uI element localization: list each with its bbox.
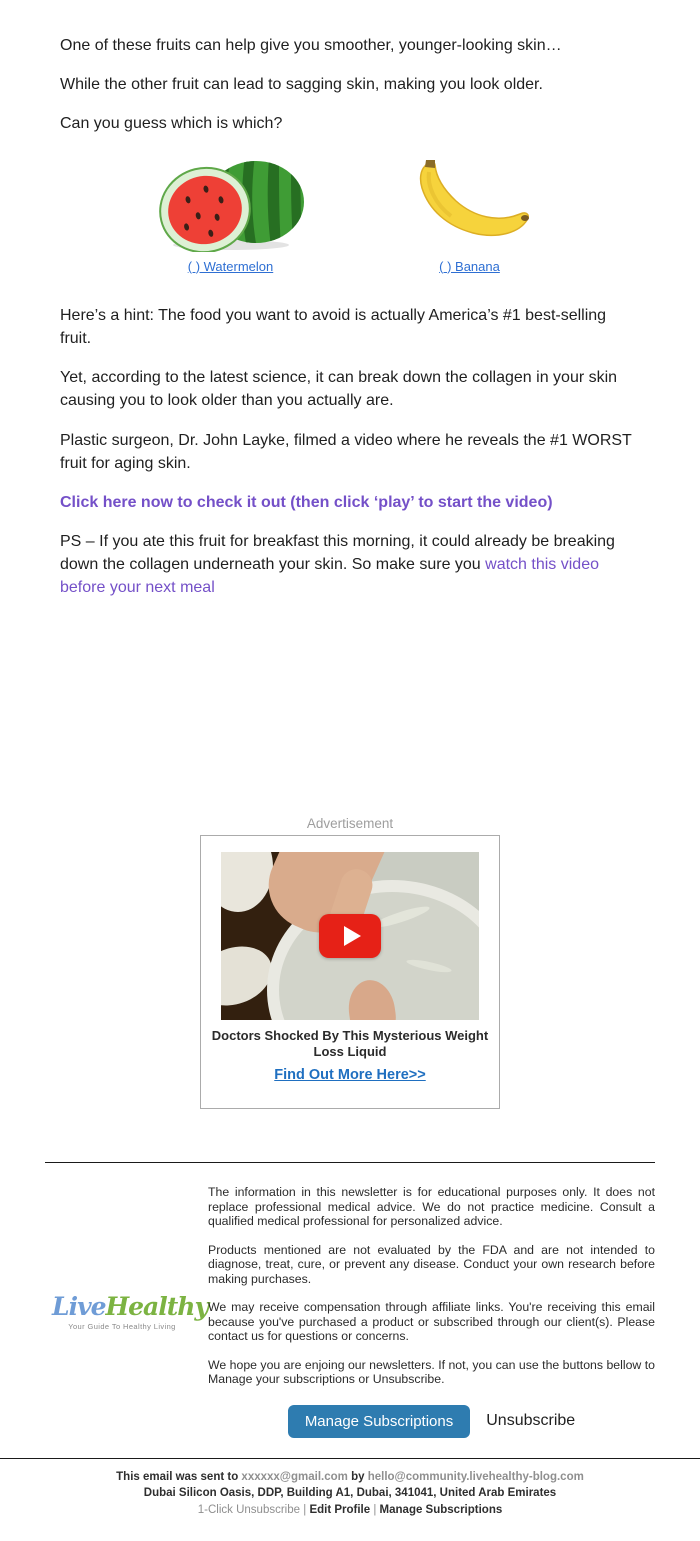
bottom-bar xyxy=(0,1459,700,1541)
watermelon-image[interactable] xyxy=(153,152,308,252)
watch-video-link[interactable]: watch this video before your next meal xyxy=(60,556,599,597)
sender-email: hello@community.livehealthy-blog.com xyxy=(367,1470,584,1483)
hint-paragraph: Here’s a hint: The food you want to avoid is actually America’s #1 best-selling fruit. xyxy=(60,306,607,347)
manage-subscriptions-button[interactable]: Manage Subscriptions xyxy=(288,1405,470,1438)
disclaimer-paragraph: Products mentioned are not evaluated by the FDA and are not intended to diagnose, treat, cure, or prevent any disease. Conduct your own research before making purchases. xyxy=(208,1242,655,1286)
footer-section xyxy=(0,1163,700,1438)
ps-text: PS – If you ate this fruit for breakfast this morning, it could already be breaking down the collagen underneath your skin. So make sure you xyxy=(60,533,615,574)
company-address: Dubai Silicon Oasis, DDP, Building A1, Dubai, 341041, United Arab Emirates xyxy=(143,1487,557,1500)
ad-video-thumbnail[interactable] xyxy=(221,852,479,1020)
logo-live-text: Live xyxy=(52,1291,106,1321)
science-paragraph: Yet, according to the latest science, it can break down the collagen in your skin causing you to look older than you actually are. xyxy=(60,369,618,410)
surgeon-paragraph: Plastic surgeon, Dr. John Layke, filmed a video where he reveals the #1 WORST fruit for aging skin. xyxy=(60,431,632,472)
edit-profile-link[interactable]: Edit Profile xyxy=(309,1503,371,1516)
intro-paragraph-2: While the other fruit can lead to sagging skin, making you look older. xyxy=(60,76,543,94)
watermelon-answer-link[interactable]: ( ) Watermelon xyxy=(187,258,274,274)
logo-healthy-text: Healthy xyxy=(105,1291,208,1321)
disclaimer-column xyxy=(208,1185,655,1438)
unsubscribe-button[interactable]: Unsubscribe xyxy=(486,1412,576,1430)
logo-tagline: Your Guide To Healthy Living xyxy=(68,1321,176,1331)
ad-headline: Doctors Shocked By This Mysterious Weight Loss Liquid xyxy=(211,1027,489,1059)
disclaimer-paragraph: We may receive compensation through affiliate links. You're receiving this email because you've purchased a product or subscribed through our client(s). Please contact us for questions or concerns. xyxy=(208,1300,655,1344)
intro-paragraph-1: One of these fruits can help give you smoother, younger-looking skin… xyxy=(60,37,562,54)
advertisement-box xyxy=(200,835,500,1110)
disclaimer-paragraph: We hope you are enjoing our newsletters. If not, you can use the buttons bellow to Manage your subscriptions or Unsubscribe. xyxy=(208,1357,655,1387)
brand-logo xyxy=(52,1291,208,1331)
whitespace-spacer xyxy=(0,616,700,816)
advertisement-label: Advertisement xyxy=(306,815,394,831)
play-button-icon[interactable] xyxy=(319,914,381,958)
quiz-option-watermelon xyxy=(118,152,343,278)
manage-subscriptions-link[interactable]: Manage Subscriptions xyxy=(379,1503,503,1516)
banana-answer-link[interactable]: ( ) Banana xyxy=(439,258,500,274)
fruit-quiz xyxy=(60,152,640,278)
ps-paragraph xyxy=(60,530,640,600)
footer-links: 1-Click Unsubscribe | Edit Profile | Manage Subscriptions xyxy=(197,1503,503,1516)
intro-paragraph-3: Can you guess which is which? xyxy=(60,115,283,133)
one-click-unsubscribe-link[interactable]: 1-Click Unsubscribe xyxy=(197,1503,301,1516)
advertisement-section xyxy=(200,816,500,1110)
email-body xyxy=(0,0,700,600)
cta-row xyxy=(60,491,640,514)
video-cta-link[interactable]: Click here now to check it out (then click ‘play’ to start the video) xyxy=(60,493,553,511)
sent-to-line: This email was sent to xxxxxx@gmail.com by hello@community.livehealthy-blog.com xyxy=(116,1470,584,1483)
disclaimer-paragraph: The information in this newsletter is for educational purposes only. It does not replace professional medical advice. We do not practice medicine. Consult a qualified medical professional for personalized advice. xyxy=(208,1185,655,1229)
recipient-email: xxxxxx@gmail.com xyxy=(241,1470,348,1483)
banana-image[interactable] xyxy=(395,152,545,252)
quiz-option-banana xyxy=(357,152,582,278)
subscription-actions xyxy=(208,1405,655,1438)
find-out-more-link[interactable]: Find Out More Here>> xyxy=(274,1067,426,1084)
